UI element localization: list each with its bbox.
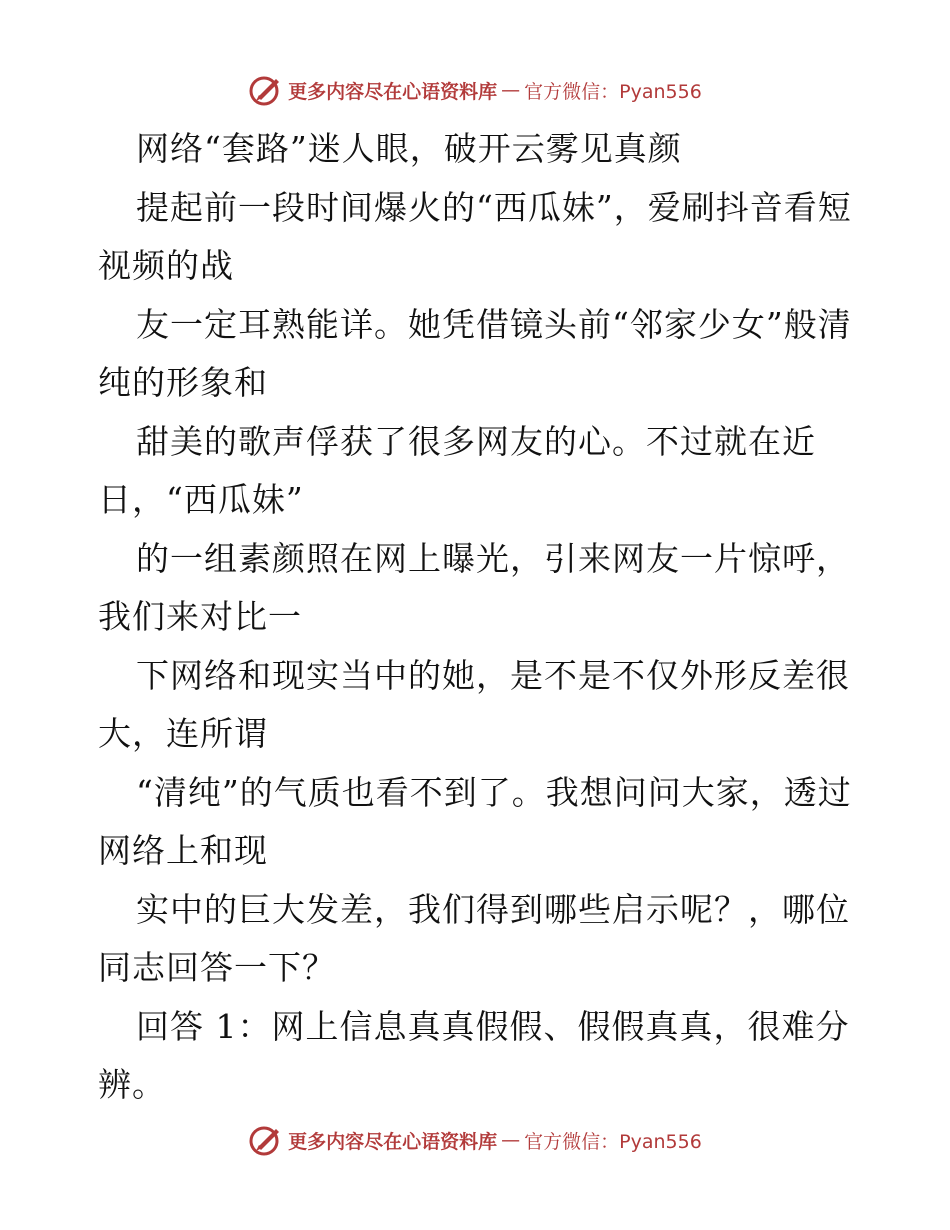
document-body	[98, 120, 858, 1115]
page-footer	[0, 1120, 950, 1160]
header-slogan: 更多内容尽在心语资料库	[288, 80, 498, 103]
paragraph-8: 回答 1：网上信息真真假假、假假真真，很难分辨。	[98, 1006, 850, 1104]
footer-contact: 官方微信：Pyan556	[524, 1130, 702, 1153]
document-title: 网络“套路”迷人眼，破开云雾见真颜	[136, 129, 682, 168]
paragraph-4: 的一组素颜照在网上曝光，引来网友一片惊呼，我们来对比一	[98, 538, 850, 636]
footer-slogan: 更多内容尽在心语资料库	[288, 1130, 498, 1153]
paragraph-1: 提起前一段时间爆火的“西瓜妹”，爱刷抖音看短视频的战	[98, 187, 852, 285]
header-contact: 官方微信：Pyan556	[524, 80, 702, 103]
paragraph-2: 友一定耳熟能详。她凭借镜头前“邻家少女”般清纯的形象和	[98, 304, 852, 402]
paragraph-3: 甜美的歌声俘获了很多网友的心。不过就在近日，“西瓜妹”	[98, 421, 816, 519]
footer-separator: —	[501, 1129, 521, 1151]
header-banner	[248, 73, 702, 107]
logo-icon	[248, 1123, 284, 1157]
paragraph-5: 下网络和现实当中的她，是不是不仅外形反差很大，连所谓	[98, 655, 850, 753]
paragraph-7: 实中的巨大发差，我们得到哪些启示呢？，哪位同志回答一下？	[98, 889, 850, 987]
footer-banner	[248, 1123, 702, 1157]
paragraph-6: “清纯”的气质也看不到了。我想问问大家，透过网络上和现	[98, 772, 852, 870]
page-header	[0, 70, 950, 110]
header-separator: —	[501, 79, 521, 101]
logo-icon	[248, 73, 284, 107]
